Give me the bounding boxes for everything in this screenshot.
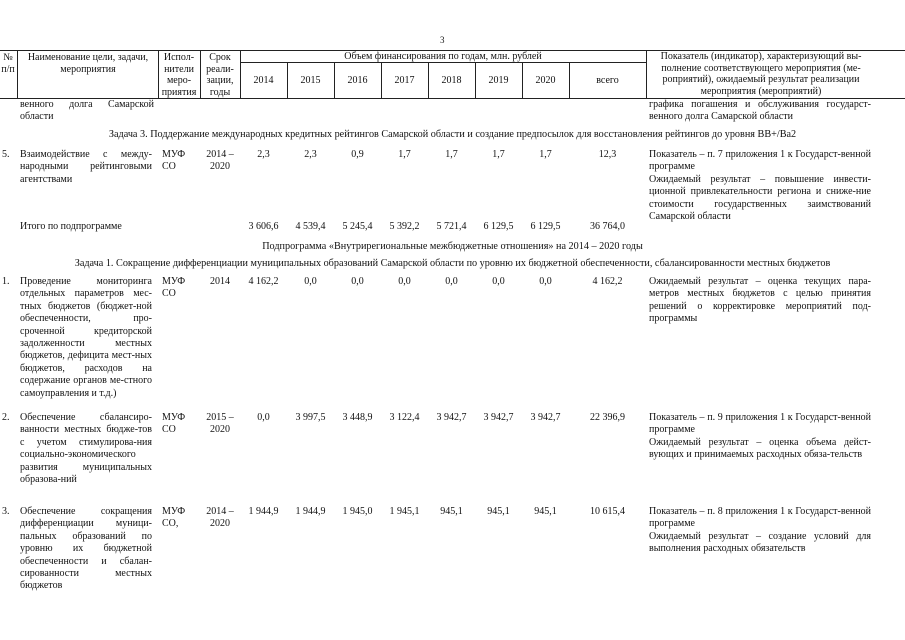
- row-indicator: Показатель – п. 7 приложения 1 к Государст-венной программе Ожидаемый результат – повышение инвести-ционной привлекательности региона и сниже-ние стоимости государственных заимствований Самарской области: [649, 149, 871, 223]
- row-executor: МУФ СО: [162, 149, 186, 173]
- value-2014: 4 162,2: [248, 276, 279, 287]
- row-term: 2014 – 2020: [206, 149, 234, 173]
- value-2016: 3 448,9: [342, 412, 373, 423]
- total-2018: 5 721,4: [436, 221, 467, 232]
- value-total: 4 162,2: [592, 276, 623, 287]
- total-all: 36 764,0: [590, 221, 625, 232]
- row-number: 3.: [2, 506, 10, 517]
- col-divider: [200, 50, 201, 98]
- value-2016: 0,0: [351, 276, 364, 287]
- value-2019: 1,7: [492, 149, 505, 160]
- row-executor: МУФ СО: [162, 412, 186, 436]
- header-year: 2020: [535, 75, 556, 86]
- col-divider: [646, 50, 647, 98]
- header-year: 2019: [488, 75, 509, 86]
- page-number: 3: [440, 35, 445, 45]
- value-total: 10 615,4: [590, 506, 625, 517]
- total-2014: 3 606,6: [248, 221, 279, 232]
- value-2019: 0,0: [492, 276, 505, 287]
- header-year: 2014: [253, 75, 274, 86]
- value-2020: 1,7: [539, 149, 552, 160]
- row-number: 2.: [2, 412, 10, 423]
- total-2016: 5 245,4: [342, 221, 373, 232]
- value-2020: 945,1: [534, 506, 557, 517]
- total-2020: 6 129,5: [530, 221, 561, 232]
- value-2014: 0,0: [257, 412, 270, 423]
- value-2016: 0,9: [351, 149, 364, 160]
- row-executor: МУФ СО: [162, 276, 186, 300]
- value-2015: 3 997,5: [295, 412, 326, 423]
- value-2017: 3 122,4: [389, 412, 420, 423]
- row-name: Обеспечение сокращения дифференциации муници-пальных образований по уровню их бюджетной обеспеченности и сбалан-сированности местных бюджетов: [20, 506, 152, 592]
- row-number: 1.: [2, 276, 10, 287]
- value-2017: 0,0: [398, 276, 411, 287]
- value-total: 12,3: [598, 149, 617, 160]
- header-year: 2016: [347, 75, 368, 86]
- row-term: 2014: [210, 276, 230, 287]
- value-2015: 0,0: [304, 276, 317, 287]
- row-number: 5.: [2, 149, 10, 160]
- header-executors: Испол-нители меро-приятия: [161, 52, 197, 98]
- task1-title: Задача 1. Сокращение дифференциации муниципальных образований Самарской области по уровню их бюджетной обеспеченности, сбалансированности местных бюджетов: [74, 258, 831, 269]
- row-term: 2015 – 2020: [206, 412, 234, 436]
- task3-title: Задача 3. Поддержание международных кредитных рейтингов Самарской области и создание предпосылок для восстановления рейтингов до уровня BB+/Ba2: [108, 129, 797, 140]
- value-2017: 1,7: [398, 149, 411, 160]
- value-2018: 945,1: [440, 506, 463, 517]
- value-2016: 1 945,0: [342, 506, 373, 517]
- header-year: 2017: [394, 75, 415, 86]
- value-2018: 1,7: [445, 149, 458, 160]
- value-total: 22 396,9: [590, 412, 625, 423]
- row-indicator: Показатель – п. 8 приложения 1 к Государст-венной программе Ожидаемый результат – создание условий для выполнения расходных обязательств: [649, 506, 871, 555]
- col-divider: [17, 50, 18, 98]
- value-2020: 3 942,7: [530, 412, 561, 423]
- row-name: Обеспечение сбалансиро-ванности местных бюдже-тов с учетом стимулирова-ния социально-экономического развития муниципальных образова-ний: [20, 412, 152, 486]
- row-name: Проведение мониторинга отдельных параметров мес-тных бюджетов (бюджет-ной обеспеченности, про-сроченной кредиторской задолженности местных бюджетов, дефицита мест-ных бюджетов, расходов на содержание органов ме-стного самоуправления и т.д.): [20, 276, 152, 399]
- col-divider: [158, 50, 159, 98]
- row-indicator: Ожидаемый результат – оценка текущих пара-метров местных бюджетов с целью принятия решений о корректировке мероприятий под-программы: [649, 276, 871, 325]
- value-2020: 0,0: [539, 276, 552, 287]
- row-term: 2014 – 2020: [206, 506, 234, 530]
- value-2019: 945,1: [487, 506, 510, 517]
- header-financing: Объем финансирования по годам, млн. рублей: [344, 51, 542, 62]
- value-2019: 3 942,7: [483, 412, 514, 423]
- header-term: Срок реали-зации, годы: [206, 52, 234, 98]
- header-indicator: Показатель (индикатор), характеризующий вы-полнение соответствующего мероприятия (ме-роприятий), ожидаемый результат реализации мероприятия (мероприятий): [660, 51, 862, 97]
- header-name: Наименование цели, задачи, мероприятия: [27, 52, 149, 75]
- cont-indicator: графика погашения и обслуживания государст-венного долга Самарской области: [649, 99, 871, 123]
- subprogram-title: Подпрограмма «Внутрирегиональные межбюджетные отношения» на 2014 – 2020 годы: [262, 241, 643, 252]
- value-2015: 1 944,9: [295, 506, 326, 517]
- cont-name: венного долга Самарской области: [20, 99, 154, 123]
- value-2018: 3 942,7: [436, 412, 467, 423]
- row-indicator: Показатель – п. 9 приложения 1 к Государст-венной программе Ожидаемый результат – оценка объема дейст-вующих и принимаемых расходных обяза-тельств: [649, 412, 871, 461]
- total-2019: 6 129,5: [483, 221, 514, 232]
- value-2018: 0,0: [445, 276, 458, 287]
- total-label: Итого по подпрограмме: [20, 221, 122, 232]
- header-total: всего: [596, 75, 619, 86]
- header-year: 2015: [300, 75, 321, 86]
- total-2015: 4 539,4: [295, 221, 326, 232]
- row-name: Взаимодействие с между-народными рейтинговыми агентствами: [20, 149, 152, 185]
- total-2017: 5 392,2: [389, 221, 420, 232]
- header-year: 2018: [441, 75, 462, 86]
- value-2015: 2,3: [304, 149, 317, 160]
- row-executor: МУФ СО,: [162, 506, 186, 530]
- value-2017: 1 945,1: [389, 506, 420, 517]
- header-num: № п/п: [1, 52, 15, 75]
- value-2014: 2,3: [257, 149, 270, 160]
- value-2014: 1 944,9: [248, 506, 279, 517]
